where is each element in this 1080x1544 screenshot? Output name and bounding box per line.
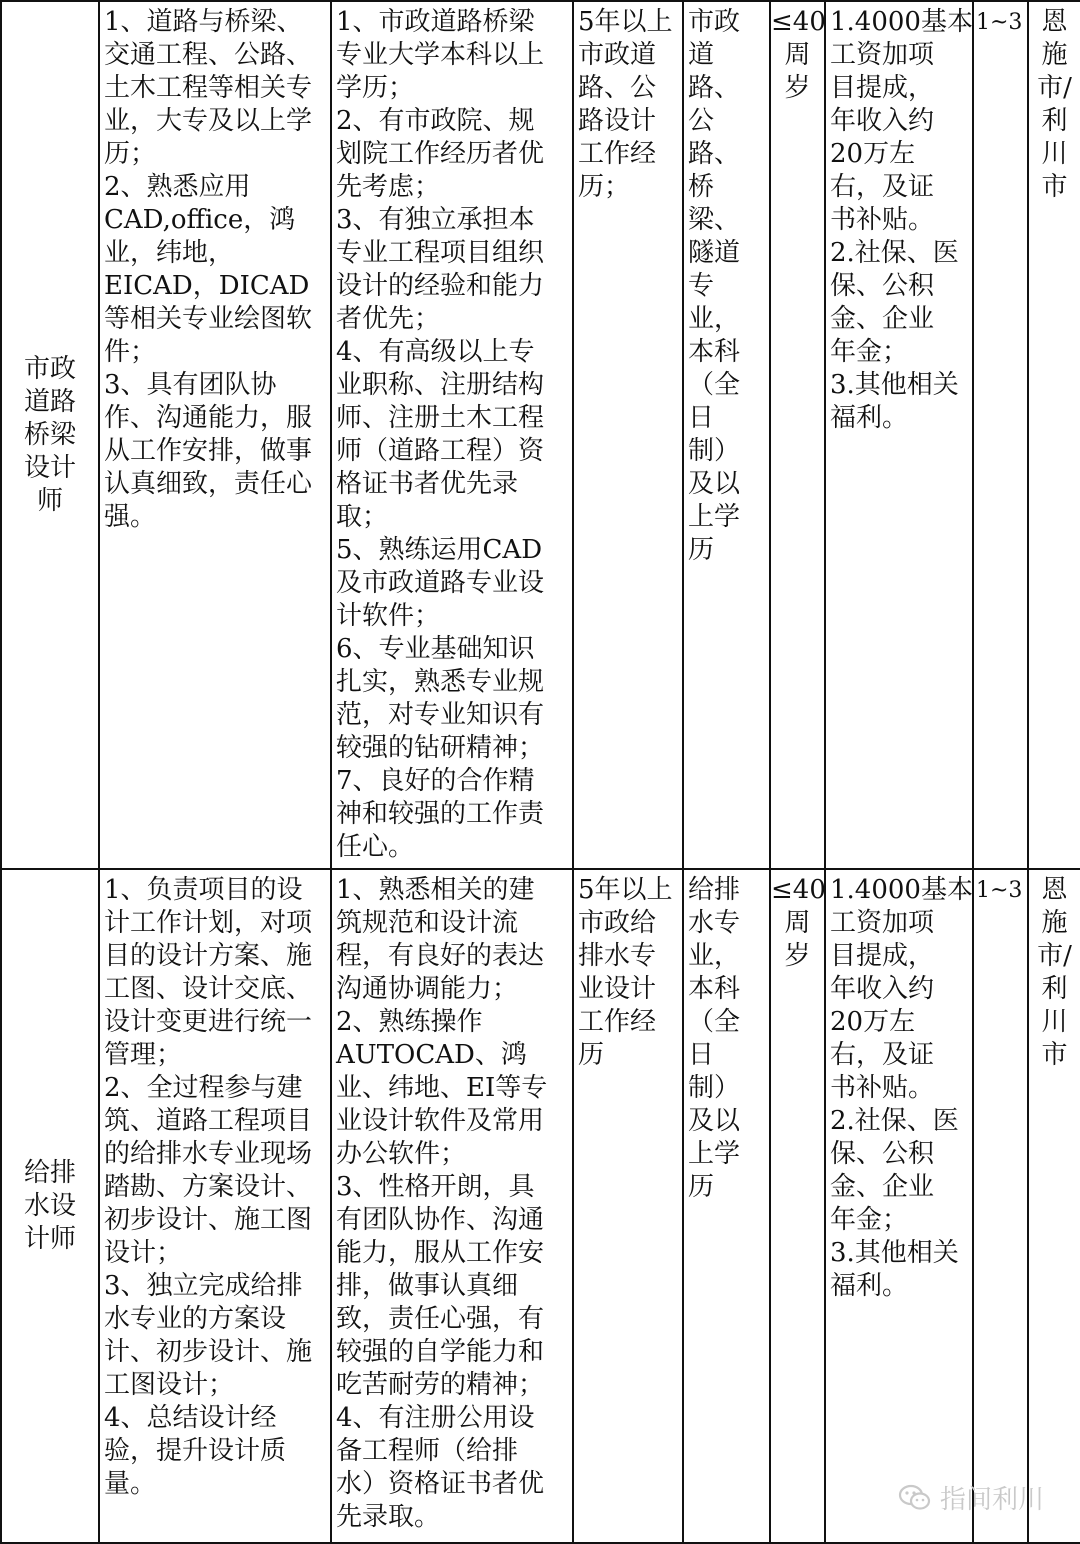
text-line: 水专业的方案设 bbox=[104, 1304, 287, 1334]
text-line: 先考虑； bbox=[336, 172, 441, 202]
text-line: 市 bbox=[1041, 172, 1068, 202]
text-line: 计、初步设计、施 bbox=[104, 1337, 313, 1367]
text-line: 金、企业 bbox=[830, 1172, 935, 1202]
text-line: 验，提升设计质 bbox=[104, 1436, 287, 1466]
text-line: 计师 bbox=[23, 1223, 76, 1254]
location-cell bbox=[1028, 869, 1080, 1543]
text-line: 福利。 bbox=[830, 1271, 909, 1301]
text-line: 5、熟练运用CAD bbox=[336, 535, 543, 565]
text-line: 恩 bbox=[1041, 875, 1068, 905]
text-line: 本科 bbox=[688, 337, 741, 367]
text-line: 1、熟悉相关的建 bbox=[336, 875, 535, 905]
text-line: 2、熟练操作 bbox=[336, 1007, 483, 1037]
text-line: 水设 bbox=[23, 1190, 76, 1221]
text-line: 工图、设计交底、 bbox=[104, 974, 313, 1004]
text-line: 致，责任心强，有 bbox=[336, 1304, 545, 1334]
text-line: 师（道路工程）资 bbox=[336, 436, 545, 466]
text-line: 目的设计方案、施 bbox=[104, 941, 313, 971]
text-line: 水）资格证书者优 bbox=[336, 1469, 545, 1499]
job-title-cell bbox=[1, 1, 99, 869]
text-line: 设计； bbox=[104, 1238, 183, 1268]
text-line: （全 bbox=[688, 370, 741, 400]
table-row bbox=[1, 1, 1080, 869]
text-line: 4、有高级以上专 bbox=[336, 337, 535, 367]
text-line: 7、良好的合作精 bbox=[336, 766, 535, 796]
text-line: 历； bbox=[578, 172, 631, 202]
age-cell bbox=[770, 1, 825, 869]
text-line: 程，有良好的表达 bbox=[336, 941, 545, 971]
text-line: 5年以上 bbox=[578, 7, 673, 37]
text-line: 道路 bbox=[23, 386, 76, 417]
text-line: 业、纬地、EI等专 bbox=[336, 1073, 548, 1103]
text-line: 2、有市政院、规 bbox=[336, 106, 535, 136]
text-line: 工作经 bbox=[578, 1007, 657, 1037]
text-line: 川 bbox=[1041, 1007, 1068, 1037]
text-line: 市政 bbox=[688, 7, 741, 37]
text-line: 业设计 bbox=[578, 974, 657, 1004]
text-line: 市 bbox=[1041, 1040, 1068, 1070]
text-line: 神和较强的工作责 bbox=[336, 799, 545, 829]
text-line: 计工作计划，对项 bbox=[104, 908, 313, 938]
text-line: 及市政道路专业设 bbox=[336, 568, 545, 598]
text-line: 桥 bbox=[688, 172, 715, 202]
experience-cell bbox=[573, 869, 683, 1543]
text-line: 1、道路与桥梁、 bbox=[104, 7, 303, 37]
salary-cell bbox=[825, 1, 973, 869]
text-line: 2、全过程参与建 bbox=[104, 1073, 303, 1103]
watermark-text: 指间利川 bbox=[939, 1485, 1044, 1515]
text-line: （全 bbox=[688, 1007, 741, 1037]
text-line: 设计的经验和能力 bbox=[336, 271, 545, 301]
text-line: 业，大专及以上学 bbox=[104, 106, 313, 136]
text-line: 认真细致，责任心 bbox=[104, 469, 313, 499]
education-cell bbox=[683, 869, 770, 1543]
text-line: 格证书者优先录 bbox=[336, 469, 519, 499]
text-line: 取； bbox=[336, 502, 389, 532]
text-line: 1、负责项目的设 bbox=[104, 875, 303, 905]
text-line: 岁 bbox=[784, 941, 811, 971]
requirements-cell bbox=[331, 1, 573, 869]
text-line: 目提成， bbox=[830, 941, 935, 971]
text-line: 上学 bbox=[688, 502, 741, 532]
text-line: 计软件； bbox=[336, 601, 441, 631]
text-line: 业， bbox=[688, 304, 741, 334]
text-line: 6、专业基础知识 bbox=[336, 634, 535, 664]
text-line: 年金； bbox=[830, 337, 909, 367]
text-line: 工图设计； bbox=[104, 1370, 235, 1400]
text-line: 右，及证 bbox=[830, 1040, 935, 1070]
experience-cell bbox=[573, 1, 683, 869]
text-line: 周 bbox=[784, 908, 811, 938]
text-line: 市政给 bbox=[578, 908, 657, 938]
count-cell bbox=[973, 869, 1028, 1543]
text-line: 恩 bbox=[1041, 7, 1068, 37]
salary-cell bbox=[825, 869, 973, 1543]
text-line: 年收入约 bbox=[830, 106, 935, 136]
text-line: 历； bbox=[104, 139, 157, 169]
text-line: 等相关专业绘图软 bbox=[104, 304, 313, 334]
text-line: 有团队协作、沟通 bbox=[336, 1205, 545, 1235]
text-line: EICAD，DICAD bbox=[104, 271, 310, 301]
text-line: 业职称、注册结构 bbox=[336, 370, 545, 400]
text-line: 书补贴。 bbox=[830, 1073, 935, 1103]
text-line: 金、企业 bbox=[830, 304, 935, 334]
text-line: AUTOCAD、鸿 bbox=[336, 1040, 527, 1070]
text-line: 公 bbox=[688, 106, 715, 136]
location-cell bbox=[1028, 1, 1080, 869]
text-line: 工资加项 bbox=[830, 40, 935, 70]
text-line: 3.其他相关 bbox=[830, 1238, 959, 1268]
text-line: 学历； bbox=[336, 73, 415, 103]
text-line: 1.4000基本 bbox=[830, 875, 973, 905]
text-line: 市/ bbox=[1037, 73, 1072, 103]
text-line: 作、沟通能力，服 bbox=[104, 403, 313, 433]
text-line: 4、总结设计经 bbox=[104, 1403, 277, 1433]
text-line: 范，对专业知识有 bbox=[336, 700, 545, 730]
text-line: 周 bbox=[784, 40, 811, 70]
text-line: 备工程师（给排 bbox=[336, 1436, 519, 1466]
text-line: 土木工程等相关专 bbox=[104, 73, 313, 103]
text-line: 强。 bbox=[104, 502, 157, 532]
text-line: 较强的自学能力和 bbox=[336, 1337, 545, 1367]
text-line: 业，纬地， bbox=[104, 238, 235, 268]
text-line: 排，做事认真细 bbox=[336, 1271, 519, 1301]
text-line: 日 bbox=[688, 1040, 715, 1070]
text-line: 专业工程项目组织 bbox=[336, 238, 545, 268]
text-line: 踏勘、方案设计、 bbox=[104, 1172, 313, 1202]
text-line: 3、独立完成给排 bbox=[104, 1271, 303, 1301]
text-line: 业， bbox=[688, 941, 741, 971]
text-line: 2.社保、医 bbox=[830, 1106, 959, 1136]
text-line: 设计 bbox=[23, 452, 76, 483]
text-line: 先录取。 bbox=[336, 1502, 441, 1532]
text-line: 路、 bbox=[688, 139, 741, 169]
text-line: 保、公积 bbox=[830, 1139, 935, 1169]
text-line: 业设计软件及常用 bbox=[336, 1106, 545, 1136]
text-line: 上学 bbox=[688, 1139, 741, 1169]
text-line: 设计变更进行统一 bbox=[104, 1007, 313, 1037]
text-line: 工资加项 bbox=[830, 908, 935, 938]
count-cell bbox=[973, 1, 1028, 869]
text-line: 量。 bbox=[104, 1469, 157, 1499]
text-line: 施 bbox=[1041, 40, 1068, 70]
text-line: 水专 bbox=[688, 908, 741, 938]
text-line: 制） bbox=[688, 1073, 741, 1103]
text-line: 筑规范和设计流 bbox=[336, 908, 519, 938]
text-line: 师 bbox=[36, 485, 63, 516]
text-line: 利 bbox=[1041, 974, 1068, 1004]
text-line: 川 bbox=[1041, 139, 1068, 169]
text-line: 4、有注册公用设 bbox=[336, 1403, 535, 1433]
text-line: 历 bbox=[578, 1040, 605, 1070]
text-line: 历 bbox=[688, 535, 715, 565]
duties-cell bbox=[99, 1, 331, 869]
text-line: 工作经 bbox=[578, 139, 657, 169]
text-line: 利 bbox=[1041, 106, 1068, 136]
text-line: ≤40 bbox=[771, 7, 826, 37]
text-line: 专业大学本科以上 bbox=[336, 40, 545, 70]
text-line: 3、有独立承担本 bbox=[336, 205, 535, 235]
text-line: 从工作安排，做事 bbox=[104, 436, 313, 466]
text-line: 1.4000基本 bbox=[830, 7, 973, 37]
text-line: CAD,office，鸿 bbox=[104, 205, 296, 235]
text-line: 排水专 bbox=[578, 941, 657, 971]
text-line: 筑、道路工程项目 bbox=[104, 1106, 313, 1136]
text-line: 市/ bbox=[1037, 941, 1072, 971]
count-value: 1~3 bbox=[976, 878, 1023, 903]
text-line: 2.社保、医 bbox=[830, 238, 959, 268]
text-line: 及以 bbox=[688, 469, 741, 499]
text-line: 年金； bbox=[830, 1205, 909, 1235]
text-line: 市政 bbox=[23, 353, 76, 384]
text-line: 3、性格开朗，具 bbox=[336, 1172, 535, 1202]
text-line: 师、注册土木工程 bbox=[336, 403, 545, 433]
text-line: 较强的钻研精神； bbox=[336, 733, 545, 763]
text-line: 20万左 bbox=[830, 1007, 916, 1037]
text-line: ≤40 bbox=[771, 875, 826, 905]
text-line: 制） bbox=[688, 436, 741, 466]
text-line: 年收入约 bbox=[830, 974, 935, 1004]
requirements-cell bbox=[331, 869, 573, 1543]
text-line: 管理； bbox=[104, 1040, 183, 1070]
text-line: 日 bbox=[688, 403, 715, 433]
text-line: 路设计 bbox=[578, 106, 657, 136]
text-line: 划院工作经历者优 bbox=[336, 139, 545, 169]
text-line: 任心。 bbox=[336, 832, 415, 862]
duties-cell bbox=[99, 869, 331, 1543]
text-line: 给排 bbox=[688, 875, 741, 905]
text-line: 福利。 bbox=[830, 403, 909, 433]
text-line: 梁、 bbox=[688, 205, 741, 235]
text-line: 保、公积 bbox=[830, 271, 935, 301]
text-line: 目提成， bbox=[830, 73, 935, 103]
text-line: 3、具有团队协 bbox=[104, 370, 277, 400]
text-line: 吃苦耐劳的精神； bbox=[336, 1370, 545, 1400]
count-value: 1~3 bbox=[976, 10, 1023, 35]
text-line: 5年以上 bbox=[578, 875, 673, 905]
text-line: 给排 bbox=[23, 1157, 76, 1188]
table-row bbox=[1, 869, 1080, 1543]
text-line: 初步设计、施工图 bbox=[104, 1205, 313, 1235]
text-line: 施 bbox=[1041, 908, 1068, 938]
age-cell bbox=[770, 869, 825, 1543]
text-line: 件； bbox=[104, 337, 157, 367]
text-line: 能力，服从工作安 bbox=[336, 1238, 545, 1268]
text-line: 书补贴。 bbox=[830, 205, 935, 235]
text-line: 20万左 bbox=[830, 139, 916, 169]
text-line: 隧道 bbox=[688, 238, 741, 268]
text-line: 专 bbox=[688, 271, 715, 301]
education-cell bbox=[683, 1, 770, 869]
text-line: 3.其他相关 bbox=[830, 370, 959, 400]
text-line: 2、熟悉应用 bbox=[104, 172, 251, 202]
text-line: 路、公 bbox=[578, 73, 657, 103]
watermark bbox=[898, 1479, 1044, 1516]
text-line: 交通工程、公路、 bbox=[104, 40, 313, 70]
text-line: 岁 bbox=[784, 73, 811, 103]
text-line: 1、市政道路桥梁 bbox=[336, 7, 535, 37]
text-line: 的给排水专业现场 bbox=[104, 1139, 313, 1169]
wechat-icon bbox=[898, 1484, 932, 1512]
text-line: 本科 bbox=[688, 974, 741, 1004]
text-line: 市政道 bbox=[578, 40, 657, 70]
text-line: 沟通协调能力； bbox=[336, 974, 519, 1004]
text-line: 路、 bbox=[688, 73, 741, 103]
text-line: 者优先； bbox=[336, 304, 441, 334]
text-line: 道 bbox=[688, 40, 715, 70]
text-line: 历 bbox=[688, 1172, 715, 1202]
text-line: 及以 bbox=[688, 1106, 741, 1136]
text-line: 办公软件； bbox=[336, 1139, 467, 1169]
text-line: 扎实，熟悉专业规 bbox=[336, 667, 545, 697]
text-line: 右，及证 bbox=[830, 172, 935, 202]
job-title-cell bbox=[1, 869, 99, 1543]
text-line: 桥梁 bbox=[23, 419, 76, 450]
